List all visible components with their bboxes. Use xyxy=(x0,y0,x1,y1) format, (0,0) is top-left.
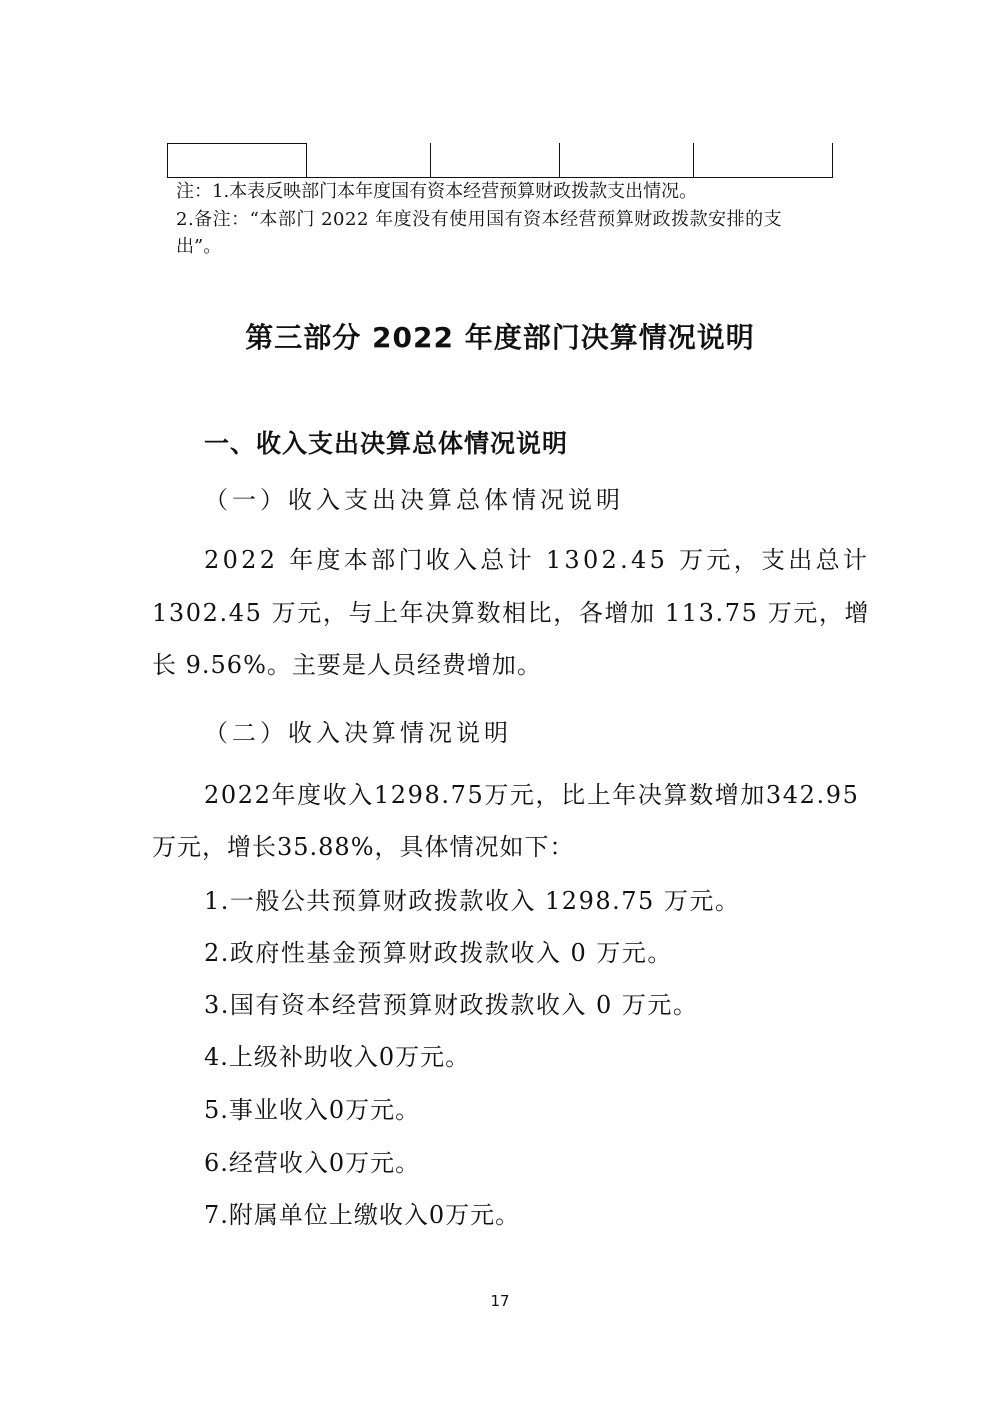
income-item: 2.政府性基金预算财政拨款收入 0 万元。 xyxy=(204,939,673,967)
table-cell xyxy=(168,143,307,177)
table-cell xyxy=(307,143,431,177)
table-cell xyxy=(431,143,560,177)
income-item: 3.国有资本经营预算财政拨款收入 0 万元。 xyxy=(204,991,699,1019)
page-number: 17 xyxy=(490,1292,510,1310)
income-item: 1.一般公共预算财政拨款收入 1298.75 万元。 xyxy=(204,887,741,915)
note-line-3: 出”。 xyxy=(176,236,222,257)
income-item: 4.上级补助收入0万元。 xyxy=(204,1043,471,1071)
subsection-heading-1: （一）收入支出决算总体情况说明 xyxy=(204,486,624,514)
paragraph-1-line-1: 2022 年度本部门收入总计 1302.45 万元，支出总计 xyxy=(204,546,871,574)
table-cell xyxy=(694,143,833,177)
part-title: 第三部分 2022 年度部门决算情况说明 xyxy=(245,321,755,354)
paragraph-1-line-2: 1302.45 万元，与上年决算数相比，各增加 113.75 万元，增 xyxy=(152,599,871,627)
paragraph-1-line-3: 长 9.56%。主要是人员经费增加。 xyxy=(152,651,542,679)
note-line-1: 注：1.本表反映部门本年度国有资本经营预算财政拨款支出情况。 xyxy=(176,181,698,202)
subsection-heading-2: （二）收入决算情况说明 xyxy=(204,719,512,747)
income-item: 7.附属单位上缴收入0万元。 xyxy=(204,1201,521,1229)
table-last-row xyxy=(167,143,833,178)
paragraph-2-line-2: 万元，增长35.88%，具体情况如下： xyxy=(152,833,575,861)
note-line-2: 2.备注：“本部门 2022 年度没有使用国有资本经营预算财政拨款安排的支 xyxy=(176,209,783,230)
income-item: 6.经营收入0万元。 xyxy=(204,1149,421,1177)
table-cell xyxy=(560,143,694,177)
income-item: 5.事业收入0万元。 xyxy=(204,1096,421,1124)
section-heading: 一、收入支出决算总体情况说明 xyxy=(204,429,569,458)
paragraph-2-line-1: 2022年度收入1298.75万元，比上年决算数增加342.95 xyxy=(204,781,860,809)
